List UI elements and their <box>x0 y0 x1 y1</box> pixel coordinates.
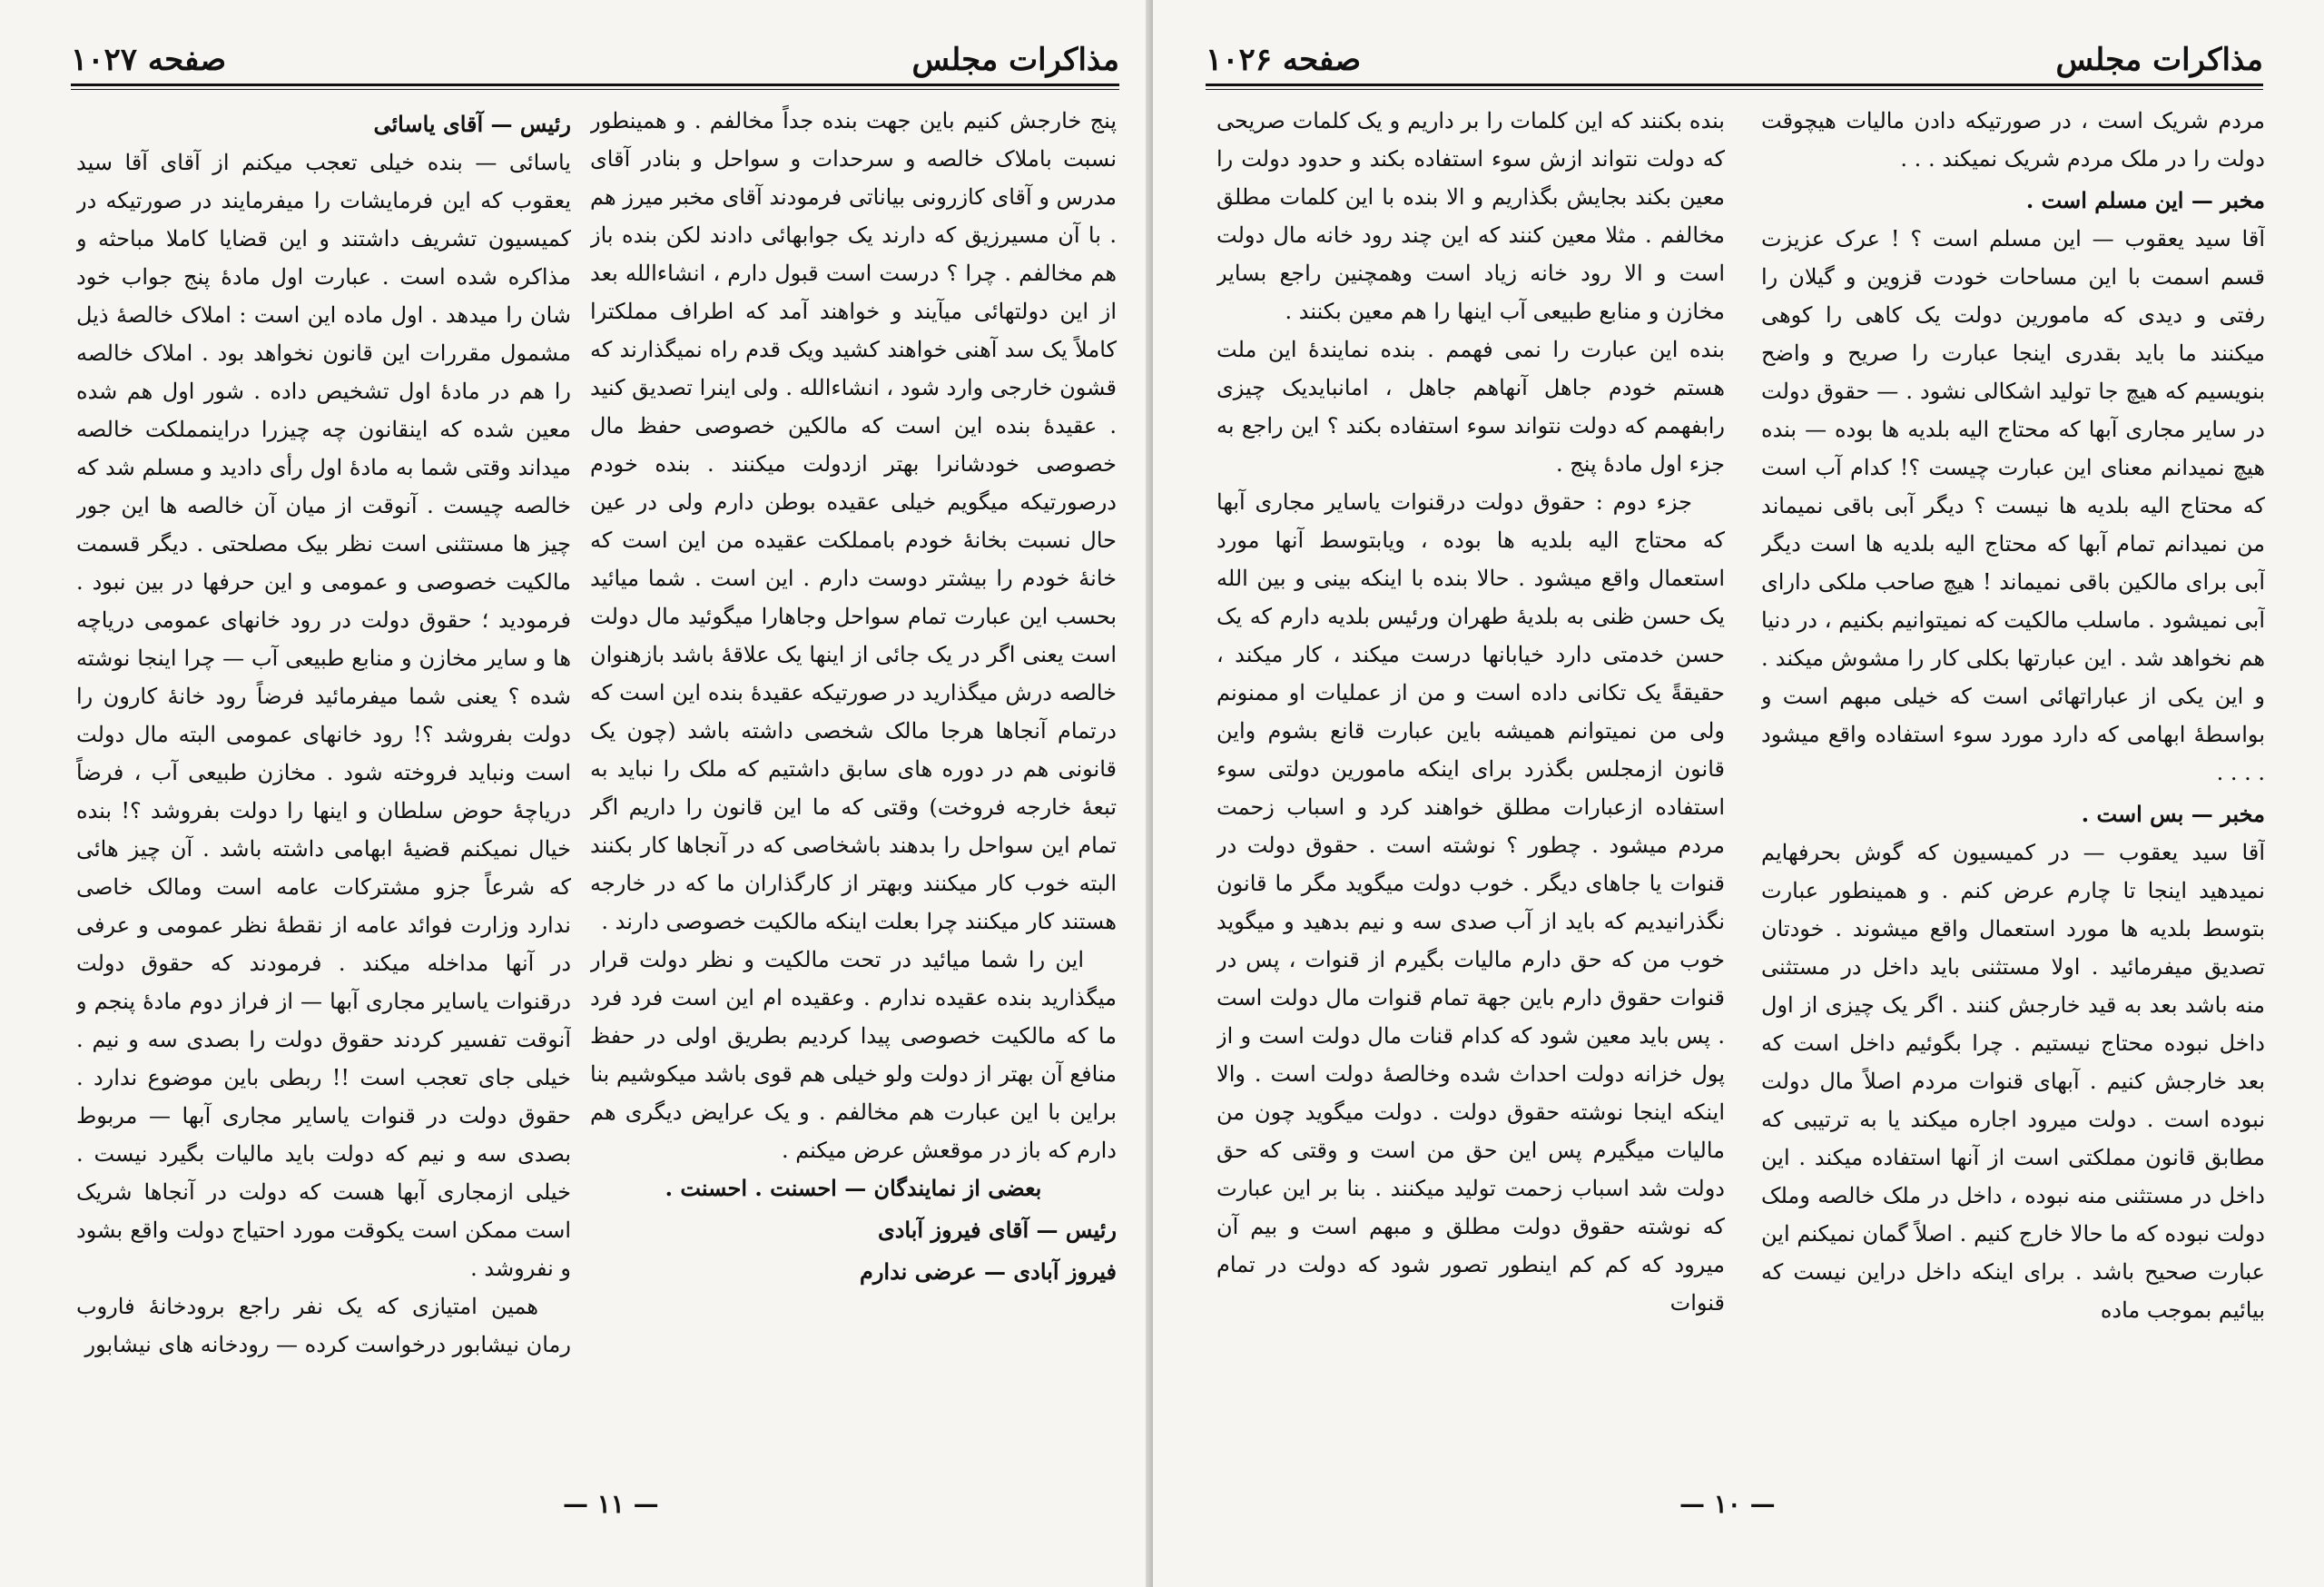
paragraph: بعضی از نمایندگان — احسنت . احسنت . <box>665 1175 1042 1201</box>
left-header-rule <box>71 84 1119 90</box>
speaker-line: مخبر — بس است . <box>2081 801 2265 827</box>
left-page <box>0 0 1153 1587</box>
right-header-page-number: صفحه ۱۰۲۶ <box>1206 42 1362 78</box>
paragraph: مردم شریک است ، در صورتیکه دادن مالیات هیچوقت دولت را در ملک مردم شریک نمیکند . . . <box>1761 108 2265 172</box>
left-column-right <box>590 102 1117 1478</box>
paragraph: یاسائی — بنده خیلی تعجب میکنم از آقای آقا سید یعقوب که این فرمایشات را میفرمایند در صورتیکه در کمیسیون تشریف داشتند و این قضایا کاملا مباحثه و مذاکره شده است . عبارت اول مادهٔ پنج جواب خود شان را میدهد . اول ماده این است : املاک خالصهٔ ذیل مشمول مقررات این قانون نخواهد بود . املاک خالصه را هم در مادهٔ اول تشخیص داده . شور اول هم شده معین شده که اینقانون چه چیزرا دراینمملکت خالصه میداند وقتی شما به مادهٔ اول رأی دادید و مسلم شد که خالصه چیست . آنوقت از میان آن خالصه ها این جور چیز ها مستثنی است نظر بیک مصلحتی . دیگر قسمت مالکیت خصوصی و عمومی و این حرفها در بین نبود . فرمودید ؛ حقوق دولت در رود خانهای عمومی دریاچه ها و سایر مخازن و منابع طبیعی آب — چرا اینجا نوشته شده ؟ یعنی شما میفرمائید فرضاً رود خانهٔ کارون را دولت بفروشد ؟! رود خانهای عمومی البته مال دولت است ونباید فروخته شود . مخازن طبیعی آب ، فرضاً دریاچهٔ حوض سلطان و اینها را دولت بفروشد ؟! بنده خیال نمیکنم قضیهٔ ابهامی داشته باشد . آن چیز هائی که شرعاً جزو مشترکات عامه است ومالک خاصی ندارد وزارت فوائد عامه از نقطهٔ نظر عمومی و عرفی در آنها مداخله میکند . فرمودند که حقوق دولت درقنوات یاسایر مجاری آبها — از فراز دوم مادهٔ پنجم و آنوقت تفسیر کردند حقوق دولت را بصدی سه و نیم . خیلی جای تعجب است !! ربطی باین موضوع ندارد . حقوق دولت در قنوات یاسایر مجاری آبها — مربوط بصدی سه و نیم که دولت باید مالیات بگیرد نیست . خیلی ازمجاری آبها هست که دولت در آنجاها شریک است ممکن است یکوقت مورد احتیاج دولت واقع بشود و نفروشد . <box>76 150 571 1281</box>
right-page-header <box>1206 38 2263 78</box>
paragraph: این را شما میائید در تحت مالکیت و نظر دولت قرار میگذارید بنده عقیده ندارم . وعقیده ام این است فرد فرد ما که مالکیت خصوصی پیدا کردیم بطریق اولی در حفظ منافع آن بهتر از دولت ولو خیلی هم قوی باشد میکوشیم بنا براین با این عبارت هم مخالفم . و یک عرایض دیگری هم دارم که باز در موقعش عرض میکنم . <box>590 947 1117 1163</box>
paragraph: آقا سید یعقوب — در کمیسیون که گوش بحرفهایم نمیدهید اینجا تا چارم عرض کنم . و همینطور عبارت بتوسط بلدیه ها مورد استعمال واقع میشوند . خودتان تصدیق میفرمائید . اولا مستثنی باید داخل در مستثنی منه باشد بعد به قید خارجش کنند . اگر یک چیزی از اول داخل نبوده محتاج نیستیم . چرا بگوئیم داخل است که بعد خارجش کنیم . آبهای قنوات مردم اصلاً مال دولت نبوده است . دولت میرود اجاره میکند یا به ترتیبی که مطابق قانون مملکتی است از آنها استفاده میکند . این داخل در مستثنی منه نبوده ، داخل در ملک خالصه وملک دولت نبوده که ما حالا خارج کنیم . اصلاً گمان نمیکنم این عبارت صحیح باشد . برای اینکه داخل دراین نیست که بیائیم بموجب ماده <box>1761 840 2265 1323</box>
left-column-left <box>76 102 571 1478</box>
right-folio: — ۱۰ — <box>1679 1489 1776 1519</box>
paragraph: بنده این عبارت را نمی فهمم . بنده نمایندهٔ این ملت هستم خودم جاهل آنهاهم جاهل ، امانبایدیک چیزی رابفهمم که دولت نتواند سوء استفاده بکند ؟ این راجع به جزء اول مادهٔ پنج . <box>1216 337 1725 477</box>
right-column-right <box>1761 102 2265 1478</box>
speaker-line: فیروز آبادی — عرضی ندارم <box>859 1258 1117 1285</box>
paragraph: آقا سید یعقوب — این مسلم است ؟ ! عرک عزیزت قسم اسمت با این مساحات خودت قزوین و گیلان را رفتی و دیدی که مامورین دولت یک کاهی را کوهی میکنند ما باید بقدری اینجا عبارت را صریح و واضح بنویسیم که هیچ جا تولید اشکالی نشود . — حقوق دولت در سایر مجاری آبها که محتاج الیه بلدیه ها بوده — بنده هیچ نمیدانم معنای این عبارت چیست ؟! کدام آب است که محتاج الیه بلدیه ها نیست ؟ دیگر آبی باقی نمیماند من نمیدانم تمام آبها که محتاج الیه بلدیه ها است دیگر آبی برای مالکین باقی نمیماند ! هیچ صاحب ملکی دارای آبی نمیشود . ماسلب مالکیت که نمیتوانیم بکنیم ، در دنیا هم نخواهد شد . این عبارتها بکلی کار را مشوش میکند . و این یکی از عباراتهائی است که خیلی مبهم است و بواسطهٔ ابهامی که دارد مورد سوء استفاده واقع میشود . . . . <box>1761 226 2265 785</box>
right-header-rule <box>1206 84 2263 90</box>
right-page <box>1153 0 2324 1587</box>
left-header-title: مذاکرات مجلس <box>911 42 1119 78</box>
paragraph: پنج خارجش کنیم باین جهت بنده جداً مخالفم . و همینطور نسبت باملاک خالصه و سرحدات و سواحل و بنادر آقای مدرس و آقای کازرونی بیاناتی فرمودند آقای مخبر میرز هم . با آن مسیرزیق که دارند یک جوابهائی دادند لکن بنده باز هم مخالفم . چرا ؟ درست است قبول دارم ، انشاءالله بعد از این دولتهائی میآیند و خواهند آمد که اطراف مملکترا کاملاً یک سد آهنی خواهند کشید ویک قدم راه نمیگذارند که قشون خارجی وارد شود ، انشاءالله . ولی اینرا تصدیق کنید . عقیدهٔ بنده این است که مالکین خصوصی حفظ مال خصوصی خودشانرا بهتر ازدولت میکنند . بنده خودم درصورتیکه میگویم خیلی عقیده بوطن دارم ولی در عین حال نسبت بخانهٔ خودم بامملکت عقیده من این است که خانهٔ خودم را بیشتر دوست دارم . این است . شما میائید بحسب این عبارت تمام سواحل وجاهارا میگوئید مال دولت است یعنی اگر در یک جائی از اینها یک علاقهٔ باشد بازهنوان خالصه درش میگذارید در صورتیکه عقیدهٔ بنده این است که درتمام آنجاها هرجا مالک شخصی داشته باشد (چون یک قانونی هم در دوره های سابق داشتیم که ملک را نباید به تبعهٔ خارجه فروخت) وقتی که ما این قانون را داریم اگر تمام این سواحل را بدهند باشخاصی که در آنجاها کار بکنند البته خوب کار میکنند وبهتر از کارگذاران ما که در خارجه هستند کار میکنند چرا بعلت اینکه مالکیت خصوصی دارند . <box>590 108 1117 934</box>
left-header-page-number: صفحه ۱۰۲۷ <box>71 42 227 78</box>
right-header-title: مذاکرات مجلس <box>2055 42 2263 78</box>
speaker-line: رئیس — آقای یاسائی <box>373 111 571 137</box>
speaker-line: مخبر — این مسلم است . <box>2025 187 2265 213</box>
paragraph: همین امتیازی که یک نفر راجع برودخانهٔ فاروب رمان نیشابور درخواست کرده — رودخانه های نیشابور <box>76 1294 571 1357</box>
left-page-header <box>71 38 1119 78</box>
right-column-left <box>1216 102 1725 1478</box>
speaker-line: رئیس — آقای فیروز آبادی <box>877 1217 1117 1243</box>
left-folio: — ۱۱ — <box>563 1489 659 1519</box>
paragraph: بنده بکنند که این کلمات را بر داریم و یک کلمات صریحی که دولت نتواند ازش سوء استفاده بکند و حدود دولت را معین بکند بجایش بگذاریم و الا بنده با این کلمات مطلق مخالفم . مثلا معین کنند که این چند رود خانه مال دولت است و الا رود خانه زیاد است وهمچنین راجع بسایر مخازن و منابع طبیعی آب اینها را هم معین بکنند . <box>1216 108 1725 324</box>
paragraph: جزء دوم : حقوق دولت درقنوات یاسایر مجاری آبها که محتاج الیه بلدیه ها بوده ، ویابتوسط آنها مورد استعمال واقع میشود . حالا بنده با اینکه بینی و بین الله یک حسن ظنی به بلدیهٔ طهران ورئیس بلدیه دارم که یک حسن خدمتی دارد خیابانها درست میکند ، کار میکند ، حقیقةً یک تکانی داده است و من از عملیات او ممنونم ولی من نمیتوانم همیشه باین عبارت قانع بشوم واین قانون ازمجلس بگذرد برای اینکه مامورین دولتی سوء استفاده ازعبارات مطلق خواهند کرد و اسباب زحمت مردم میشود . چطور ؟ نوشته است . حقوق دولت در قنوات یا جاهای دیگر . خوب دولت میگوید مگر ما قانون نگذرانیدیم که باید از آب صدی سه و نیم بدهید و میگوید خوب من که حق دارم مالیات بگیرم از قنوات ، پس در قنوات حقوق دارم باین جهة تمام قنوات مال دولت است . پس باید معین شود که کدام قنات مال دولت است و از پول خزانه دولت احداث شده وخالصهٔ دولت است . والا اینکه اینجا نوشته حقوق دولت . دولت میگوید چون من مالیات میگیرم پس این حق من است و وقتی که حق دولت شد اسباب زحمت تولید میکنند . بنا بر این عبارت که نوشته حقوق دولت مطلق و مبهم است و بیم آن میرود که کم کم اینطور تصور شود که دولت در تمام قنوات <box>1216 489 1725 1316</box>
